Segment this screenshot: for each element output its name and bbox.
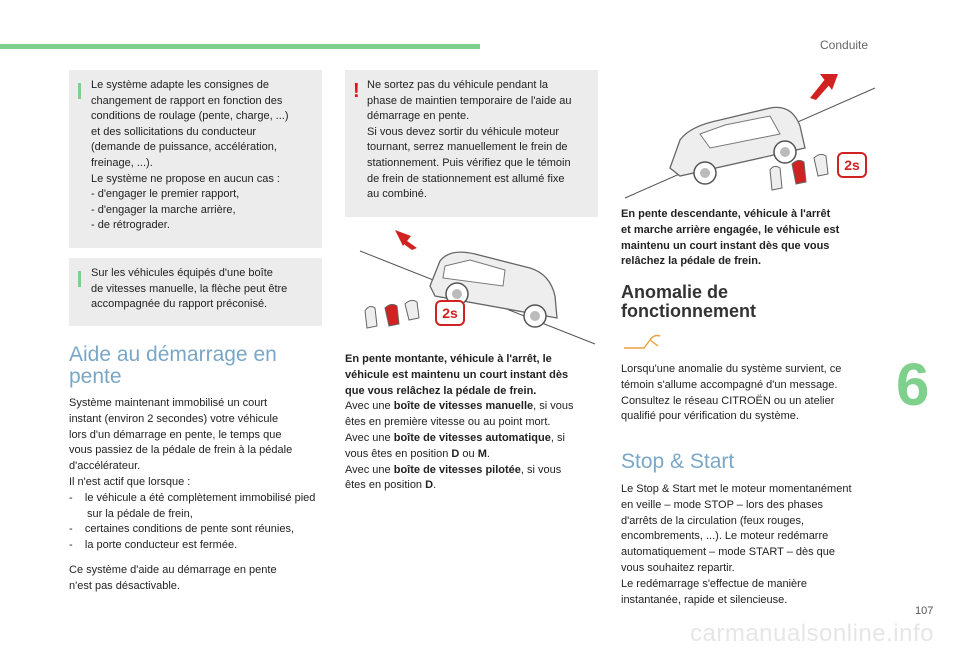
body-text: lors d'un démarrage en pente, le temps que — [69, 428, 282, 441]
body-text: instantanée, rapide et silencieuse. — [621, 593, 788, 606]
body-text: Le Stop & Start met le moteur momentanément — [621, 483, 852, 495]
auto-gearbox-text: Avec une boîte de vitesses automatique, si — [345, 431, 565, 444]
body-text: Système maintenant immobilisé un court — [69, 397, 268, 409]
info-text: - d'engager le premier rapport, — [91, 188, 240, 201]
hill-start-section — [69, 344, 324, 388]
auto-gearbox-position: vous êtes en position D ou M. — [345, 447, 490, 460]
info-text: - d'engager la marche arrière, — [91, 203, 236, 216]
caption-text: En pente montante, véhicule à l'arrêt, le — [345, 353, 552, 365]
caption-text: et marche arrière engagée, le véhicule est — [621, 223, 840, 236]
caption-text: que vous relâchez la pédale de frein. — [345, 384, 537, 397]
list-item: - la porte conducteur est fermée. — [69, 539, 238, 552]
section-heading — [69, 344, 324, 388]
info-text: accompagnée du rapport préconisé. — [91, 298, 268, 311]
body-text: témoin s'allume accompagné d'un message. — [621, 378, 838, 391]
warning-box — [345, 70, 598, 217]
header-accent-bar — [0, 44, 480, 49]
downhill-car-illustration — [620, 68, 880, 203]
list-item-text: la porte conducteur est fermée. — [84, 539, 238, 552]
hill-start-body — [69, 396, 324, 595]
heading-line: Anomalie de — [621, 282, 729, 302]
warning-text: démarrage en pente. — [367, 110, 470, 123]
uphill-caption — [345, 352, 600, 494]
body-text: n'est pas désactivable. — [69, 579, 180, 592]
page-number: 107 — [915, 605, 934, 617]
heading-line: Aide au démarrage en — [69, 343, 277, 366]
info-box-manual-gearbox — [69, 258, 322, 326]
uphill-car-illustration — [345, 226, 598, 346]
wrench-icon — [622, 330, 662, 352]
body-text: d'accélérateur. — [69, 460, 141, 473]
anomaly-body — [621, 362, 881, 425]
caption-text: véhicule est maintenu un court instant dès — [345, 368, 569, 381]
downhill-caption — [621, 207, 881, 270]
stop-start-section — [621, 451, 881, 473]
list-item-text: le véhicule a été complètement immobilisé pied sur la pédale de frein, — [84, 491, 316, 520]
stop-start-body — [621, 482, 886, 608]
hold-timer-badge: 2s — [435, 300, 465, 326]
caption-text: maintenu un court instant dès que vous — [621, 239, 830, 252]
warning-text: de frein de stationnement est allumé fixe — [367, 172, 565, 185]
list-item-text: certaines conditions de pente sont réunies, — [84, 523, 295, 536]
caption-text: relâchez la pédale de frein. — [621, 255, 762, 268]
body-text: en veille – mode STOP – lors des phases — [621, 498, 823, 511]
manual-gearbox-text: Avec une boîte de vitesses manuelle, si vous — [345, 400, 574, 413]
info-text: Le système ne propose en aucun cas : — [91, 172, 280, 185]
info-text: - de rétrograder. — [91, 219, 170, 232]
warning-text: phase de maintien temporaire de l'aide au — [367, 94, 572, 107]
anomaly-section — [621, 283, 881, 321]
info-text: et des sollicitations du conducteur — [91, 125, 257, 138]
body-text: Le redémarrage s'effectue de manière — [621, 577, 807, 590]
info-text: changement de rapport en fonction des — [91, 94, 283, 107]
warning-text: stationnement. Puis vérifiez que le témoin — [367, 156, 571, 169]
info-text: conditions de roulage (pente, charge, ...) — [91, 110, 289, 123]
section-title: Conduite — [820, 38, 869, 52]
watermark: carmanualsonline.info — [690, 620, 934, 647]
info-text: (demande de puissance, accélération, — [91, 141, 277, 154]
hold-timer-badge: 2s — [837, 152, 867, 178]
heading-line: fonctionnement — [621, 301, 756, 321]
body-text: qualifié pour vérification du système. — [621, 410, 799, 423]
warning-text: au combiné. — [367, 188, 427, 201]
list-item: - certaines conditions de pente sont réunies, — [69, 523, 295, 536]
section-heading: Stop & Start — [621, 450, 735, 473]
info-text: freinage, ...). — [91, 156, 153, 169]
body-text: Consultez le réseau CITROËN ou un atelier — [621, 394, 835, 407]
body-text: automatiquement – mode START – dès que — [621, 546, 836, 559]
section-heading — [621, 283, 881, 321]
info-text: Le système adapte les consignes de — [91, 79, 269, 91]
warning-icon: ! — [353, 80, 360, 102]
body-text: d'arrêts de la circulation (feux rouges, — [621, 514, 805, 527]
body-text: instant (environ 2 secondes) votre véhicule — [69, 412, 279, 425]
body-text: êtes en première vitesse ou au point mort. — [345, 416, 551, 429]
list-item: - le véhicule a été complètement immobilisé pied sur la pédale de frein, — [69, 491, 316, 520]
piloted-gearbox-text: Avec une boîte de vitesses pilotée, si vous — [345, 463, 562, 476]
info-box-gearshift — [69, 70, 322, 248]
body-text: Lorsqu'une anomalie du système survient, ce — [621, 363, 842, 375]
body-text: vous passiez de la pédale de frein à la pédale — [69, 444, 293, 457]
piloted-gearbox-position: êtes en position D. — [345, 479, 437, 492]
info-icon — [78, 83, 81, 99]
warning-text: tournant, serrez manuellement le frein de — [367, 141, 568, 154]
chapter-number: 6 — [896, 351, 930, 418]
info-text: de vitesses manuelle, la flèche peut être — [91, 282, 288, 295]
body-text: Il n'est actif que lorsque : — [69, 475, 191, 488]
body-text: vous souhaitez repartir. — [621, 561, 735, 574]
caption-text: En pente descendante, véhicule à l'arrêt — [621, 208, 831, 220]
warning-text: Ne sortez pas du véhicule pendant la — [367, 79, 549, 91]
body-text: encombrements, ...). Le moteur redémarre — [621, 530, 829, 543]
info-icon — [78, 271, 81, 287]
body-text: Ce système d'aide au démarrage en pente — [69, 563, 277, 576]
info-text: Sur les véhicules équipés d'une boîte — [91, 267, 273, 279]
warning-text: Si vous devez sortir du véhicule moteur — [367, 125, 559, 138]
heading-line: pente — [69, 365, 122, 388]
